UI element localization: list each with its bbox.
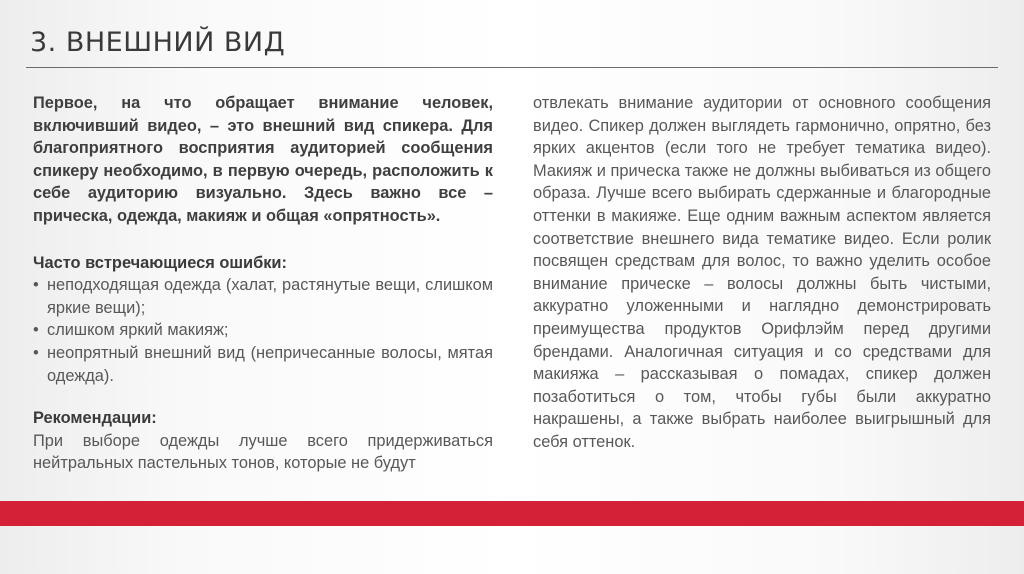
errors-list — [33, 274, 493, 387]
accent-band — [0, 501, 1024, 526]
list-item: • неопрятный внешний вид (непричесанные волосы, мятая одежда). — [33, 342, 493, 387]
continuation-paragraph: отвлекать внимание аудитории от основного сообщения видео. Спикер должен выглядеть гармонично, опрятно, без ярких акцентов (если того не требует тематика видео). Макияж и прическа также не должны выбиваться из общего образа. Лучше всего выбирать сдержанные и благородные оттенки в макияже. Еще одним важным аспектом является соответствие внешнего вида тематике видео. Если ролик посвящен средствам для волос, то важно уделить особое внимание прическе – волосы должны быть чистыми, аккуратно уложенными и наглядно демонстрировать преимущества продуктов Орифлэйм перед другими брендами. Аналогичная ситуация и со средствами для макияжа – рассказывая о помадах, спикер должен позаботиться о том, чтобы губы были аккуратно накрашены, а также выбрать наиболее выигрышный для себя оттенок. — [533, 94, 991, 451]
recommendations-text: При выборе одежды лучше всего придерживаться нейтральных пастельных тонов, которые не будут — [33, 431, 493, 473]
recommendations-heading: Рекомендации: — [33, 409, 157, 428]
left-column — [33, 92, 493, 475]
title-divider — [26, 67, 998, 68]
errors-heading: Часто встречающиеся ошибки: — [33, 253, 287, 272]
list-item: • слишком яркий макияж; — [33, 319, 493, 342]
intro-paragraph: Первое, на что обращает внимание человек, включивший видео, – это внешний вид спикера. Для благоприятного восприятия аудиторией сообщения спикеру необходимо, в первую очередь, расположить к себе аудиторию визуально. Здесь важно все – прическа, одежда, макияж и общая «опрятность». — [33, 94, 493, 225]
right-column — [533, 92, 991, 454]
list-item: • неподходящая одежда (халат, растянутые вещи, слишком яркие вещи); — [33, 274, 493, 319]
slide-title: 3. ВНЕШНИЙ ВИД — [30, 27, 286, 58]
